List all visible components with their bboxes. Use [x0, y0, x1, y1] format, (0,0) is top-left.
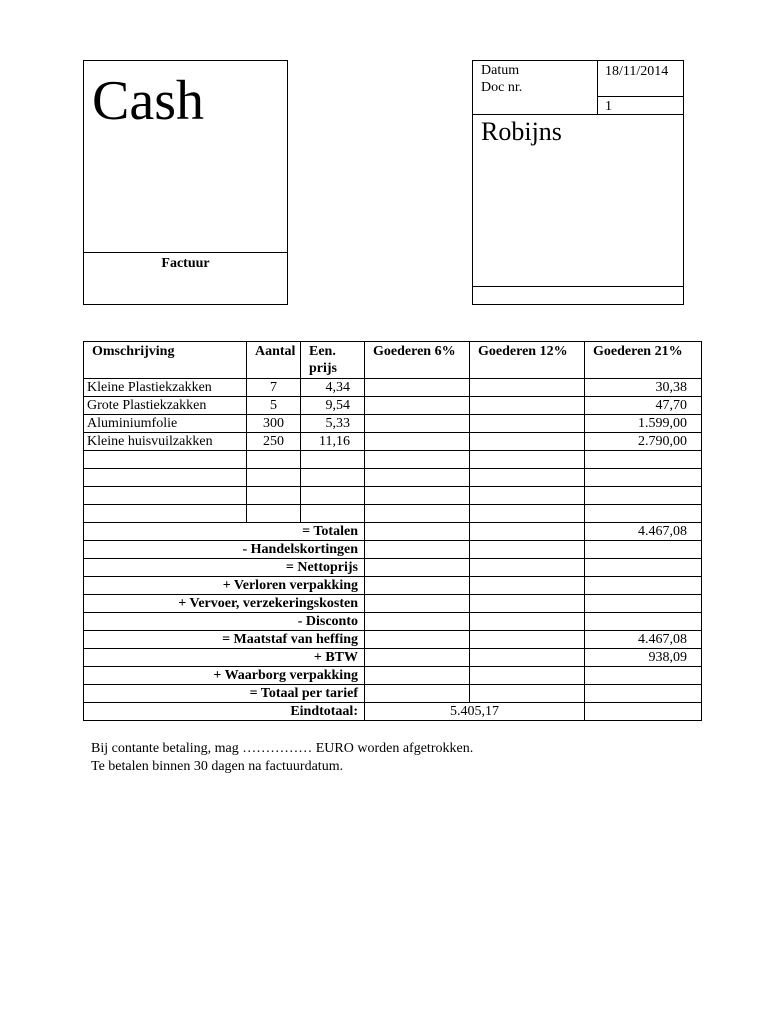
- summary-g6: [365, 613, 470, 631]
- cell-qty: [247, 505, 301, 523]
- client-name: Robijns: [481, 117, 562, 146]
- cell-price: [301, 451, 365, 469]
- cell-price: [301, 469, 365, 487]
- cell-desc: Grote Plastiekzakken: [84, 397, 247, 415]
- summary-g21: [585, 541, 702, 559]
- col-header-quantity: Aantal: [247, 342, 301, 379]
- summary-label: + Waarborg verpakking: [84, 667, 365, 685]
- summary-g12: [470, 649, 585, 667]
- cell-g21: [585, 469, 702, 487]
- cell-qty: 7: [247, 379, 301, 397]
- summary-g12: [470, 631, 585, 649]
- summary-row: [84, 631, 702, 649]
- summary-label: - Disconto: [84, 613, 365, 631]
- cell-price: 9,54: [301, 397, 365, 415]
- cell-g6: [365, 469, 470, 487]
- cell-g6: [365, 487, 470, 505]
- cell-g21: 30,38: [585, 379, 702, 397]
- recipient-bottom-divider: [473, 286, 683, 287]
- summary-g6: [365, 523, 470, 541]
- summary-row: [84, 577, 702, 595]
- cell-g12: [470, 469, 585, 487]
- grand-total-row: [84, 703, 702, 721]
- col-header-goods-6: Goederen 6%: [365, 342, 470, 379]
- cell-g12: [470, 415, 585, 433]
- summary-g21: 4.467,08: [585, 631, 702, 649]
- cell-g12: [470, 433, 585, 451]
- summary-row: [84, 541, 702, 559]
- cell-g6: [365, 397, 470, 415]
- summary-row: [84, 649, 702, 667]
- summary-label: = Nettoprijs: [84, 559, 365, 577]
- summary-g6: [365, 649, 470, 667]
- table-row: [84, 415, 702, 433]
- table-row: [84, 451, 702, 469]
- document-type: Factuur: [161, 256, 210, 271]
- grand-total-label: Eindtotaal:: [84, 703, 365, 721]
- cell-g21: [585, 505, 702, 523]
- docnr-value: 1: [605, 99, 612, 114]
- cell-qty: [247, 451, 301, 469]
- sender-box: [83, 60, 288, 305]
- grand-total-empty: [585, 703, 702, 721]
- cell-price: 5,33: [301, 415, 365, 433]
- table-row: [84, 487, 702, 505]
- recipient-box: [472, 60, 684, 305]
- cell-price: 11,16: [301, 433, 365, 451]
- meta-divider-inner: [597, 96, 683, 97]
- company-name: Cash: [92, 70, 204, 132]
- summary-label: - Handelskortingen: [84, 541, 365, 559]
- summary-g12: [470, 685, 585, 703]
- cell-g6: [365, 379, 470, 397]
- payment-deadline: Te betalen binnen 30 dagen na factuurdatum.: [91, 759, 344, 774]
- table-row: [84, 433, 702, 451]
- summary-label: + Vervoer, verzekeringskosten: [84, 595, 365, 613]
- summary-label: = Maatstaf van heffing: [84, 631, 365, 649]
- cell-g21: 47,70: [585, 397, 702, 415]
- summary-label: + BTW: [84, 649, 365, 667]
- cell-desc: Kleine Plastiekzakken: [84, 379, 247, 397]
- date-label: Datum: [481, 63, 520, 78]
- invoice-table: [83, 341, 702, 721]
- summary-label: = Totaal per tarief: [84, 685, 365, 703]
- table-row: [84, 397, 702, 415]
- cell-desc: [84, 487, 247, 505]
- summary-g12: [470, 667, 585, 685]
- cell-qty: [247, 487, 301, 505]
- summary-row: [84, 559, 702, 577]
- summary-row: [84, 613, 702, 631]
- summary-g12: [470, 595, 585, 613]
- cell-desc: Kleine huisvuilzakken: [84, 433, 247, 451]
- date-value: 18/11/2014: [605, 64, 669, 79]
- cell-qty: [247, 469, 301, 487]
- table-row: [84, 505, 702, 523]
- cell-qty: 300: [247, 415, 301, 433]
- summary-label: = Totalen: [84, 523, 365, 541]
- summary-g21: [585, 595, 702, 613]
- summary-g6: [365, 595, 470, 613]
- payment-terms: [91, 740, 473, 776]
- cell-g12: [470, 487, 585, 505]
- sender-divider: [84, 252, 287, 253]
- summary-g21: 938,09: [585, 649, 702, 667]
- summary-row: [84, 667, 702, 685]
- cell-g6: [365, 451, 470, 469]
- discount-note: Bij contante betaling, mag …………… EURO worden afgetrokken.: [91, 741, 474, 756]
- summary-g21: [585, 685, 702, 703]
- cell-g12: [470, 451, 585, 469]
- summary-g21: [585, 559, 702, 577]
- summary-g12: [470, 541, 585, 559]
- meta-divider-vertical: [597, 61, 598, 114]
- cell-g12: [470, 379, 585, 397]
- col-header-goods-21: Goederen 21%: [585, 342, 702, 379]
- summary-label: + Verloren verpakking: [84, 577, 365, 595]
- cell-qty: 5: [247, 397, 301, 415]
- table-row: [84, 469, 702, 487]
- summary-g12: [470, 613, 585, 631]
- cell-g12: [470, 505, 585, 523]
- col-header-unit-price: Een. prijs: [301, 342, 365, 379]
- summary-g21: 4.467,08: [585, 523, 702, 541]
- summary-g21: [585, 667, 702, 685]
- cell-price: [301, 487, 365, 505]
- docnr-label: Doc nr.: [481, 80, 523, 95]
- cell-g6: [365, 505, 470, 523]
- cell-desc: [84, 505, 247, 523]
- cell-desc: [84, 451, 247, 469]
- summary-g6: [365, 577, 470, 595]
- summary-g6: [365, 559, 470, 577]
- cell-g21: 2.790,00: [585, 433, 702, 451]
- cell-desc: Aluminiumfolie: [84, 415, 247, 433]
- summary-row: [84, 685, 702, 703]
- summary-g6: [365, 631, 470, 649]
- cell-g12: [470, 397, 585, 415]
- cell-desc: [84, 469, 247, 487]
- summary-g12: [470, 559, 585, 577]
- cell-g6: [365, 433, 470, 451]
- table-row: [84, 379, 702, 397]
- col-header-goods-12: Goederen 12%: [470, 342, 585, 379]
- grand-total-value: 5.405,17: [365, 703, 585, 721]
- cell-qty: 250: [247, 433, 301, 451]
- table-header-row: [84, 342, 702, 379]
- col-header-description: Omschrijving: [84, 342, 247, 379]
- summary-row: [84, 595, 702, 613]
- cell-g21: 1.599,00: [585, 415, 702, 433]
- summary-g6: [365, 667, 470, 685]
- summary-g12: [470, 577, 585, 595]
- summary-g21: [585, 577, 702, 595]
- cell-g6: [365, 415, 470, 433]
- cell-g21: [585, 487, 702, 505]
- summary-g6: [365, 685, 470, 703]
- summary-g21: [585, 613, 702, 631]
- cell-price: [301, 505, 365, 523]
- summary-g12: [470, 523, 585, 541]
- summary-row: [84, 523, 702, 541]
- summary-g6: [365, 541, 470, 559]
- cell-g21: [585, 451, 702, 469]
- cell-price: 4,34: [301, 379, 365, 397]
